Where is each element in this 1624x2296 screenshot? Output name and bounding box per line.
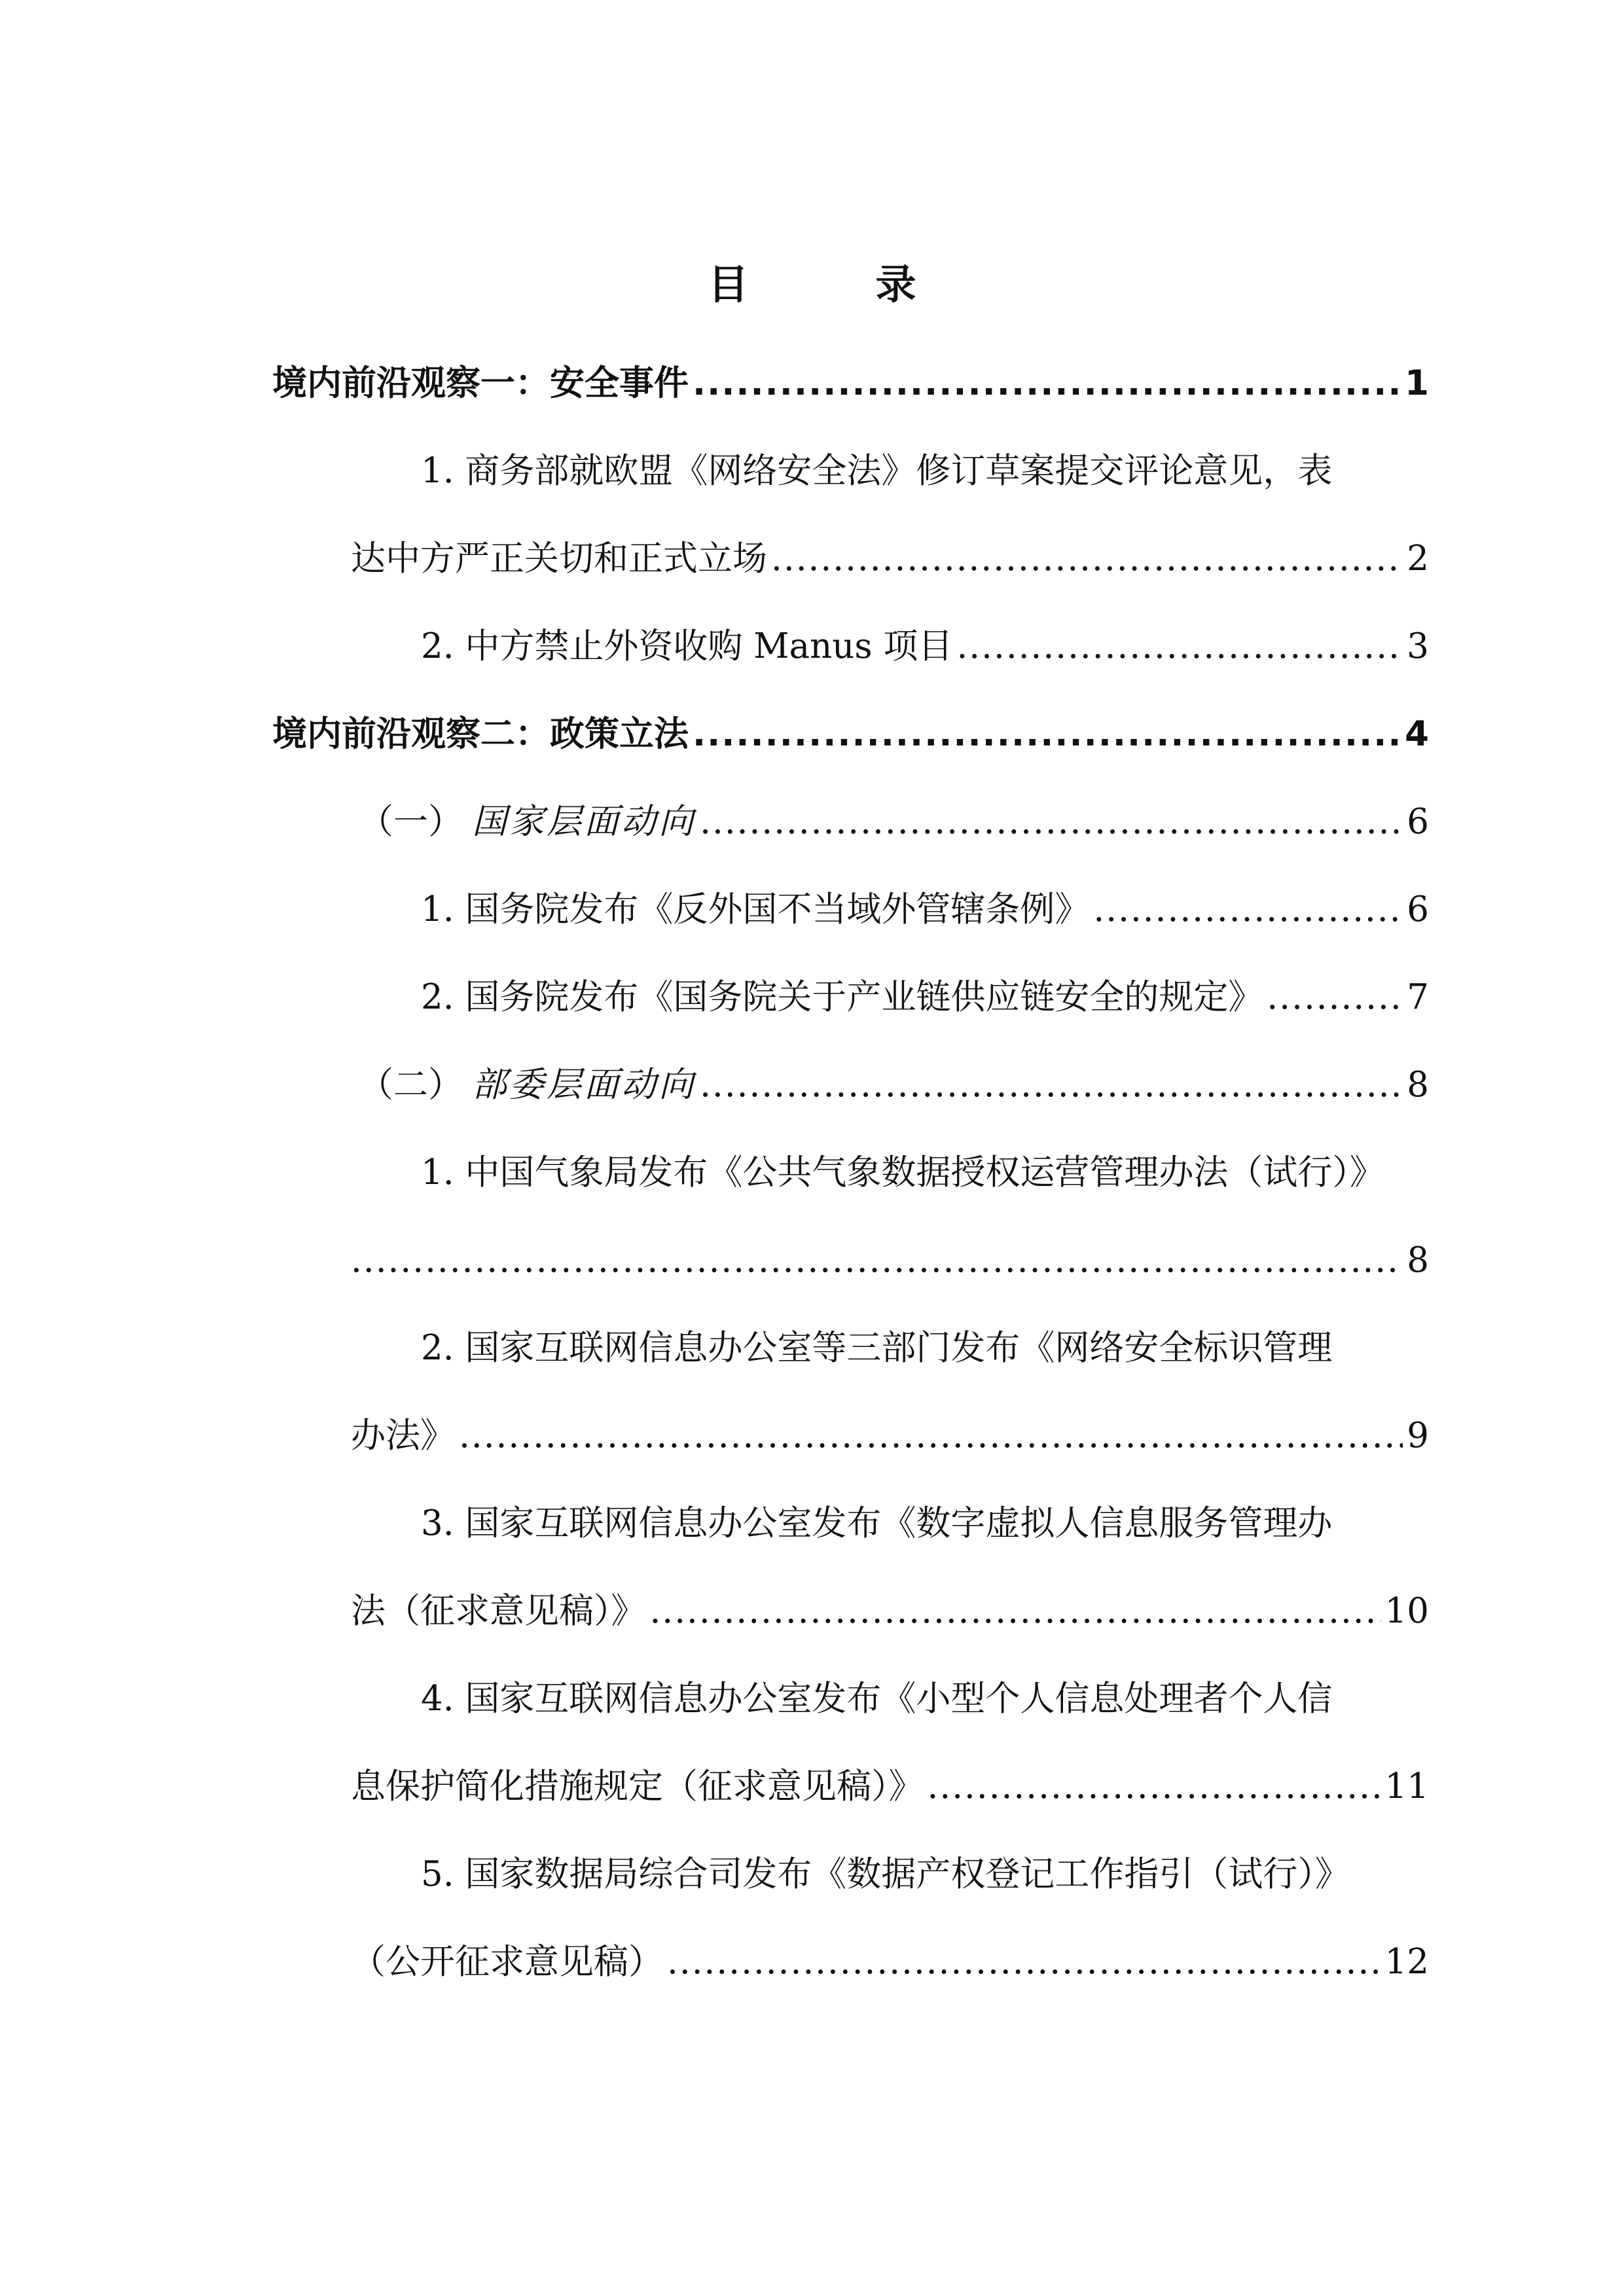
toc-page-number: 6 [1407,802,1429,842]
toc-entry-label: 1. 中国气象局发布《公共气象数据授权运营管理办法（试行）》 [421,1153,1384,1193]
toc-entry-label: 4. 国家互联网信息办公室发布《小型个人信息处理者个人信 [421,1679,1333,1719]
toc-page-number: 9 [1407,1416,1429,1456]
toc-entry-label: 境内前沿观察二：政策立法 [272,714,689,754]
toc-page-number: 4 [1405,714,1429,754]
toc-leader-dots [1267,974,1403,1021]
toc-entry-item[interactable] [421,974,1429,1021]
toc-leader-dots [351,1237,1403,1284]
toc-page-number: 11 [1384,1767,1429,1806]
toc-entry-label: 2. 国务院发布《国务院关于产业链供应链安全的规定》 [421,977,1263,1017]
toc-leader-dots [700,1062,1403,1109]
toc-entry-label: 办法》 [351,1416,455,1456]
toc-entry-prefix: （一） [359,802,463,842]
toc-entry-label: 1. 国务院发布《反外国不当域外管辖条例》 [421,889,1090,929]
toc-entry-section-2[interactable] [272,711,1429,758]
toc-entry-item-line1[interactable] [421,1500,1429,1547]
toc-entry-subsection[interactable] [359,1062,1429,1109]
toc-entry-item-line2[interactable] [351,1412,1429,1460]
toc-entry-label: 部委层面动向 [472,1065,696,1105]
toc-entry-item-line2[interactable] [351,1939,1429,1986]
toc-leader-dots [928,1763,1381,1810]
toc-leader-dots [667,1939,1381,1986]
toc-entry-label: 2. 国家互联网信息办公室等三部门发布《网络安全标识管理 [421,1328,1333,1368]
toc-page-number: 8 [1407,1065,1429,1105]
toc-page-number: 7 [1407,977,1429,1017]
toc-leader-dots [459,1412,1403,1460]
toc-entry-label: 法（征求意见稿）》 [351,1591,646,1631]
toc-entry-label: 息保护简化措施规定（征求意见稿）》 [351,1767,924,1806]
toc-entry-label: 2. 中方禁止外资收购 Manus 项目 [421,626,953,666]
toc-leader-dots [650,1588,1381,1635]
toc-leader-dots [771,535,1403,583]
toc-entry-label: 3. 国家互联网信息办公室发布《数字虚拟人信息服务管理办 [421,1503,1333,1543]
toc-leader-dots [956,623,1403,670]
toc-entry-item-line1[interactable] [421,1149,1429,1196]
toc-page-number: 2 [1407,539,1429,579]
toc-entry-item-line1[interactable] [421,1325,1429,1372]
toc-entry-item[interactable] [421,623,1429,670]
toc-page-number: 8 [1407,1240,1429,1280]
toc-page-number: 6 [1407,889,1429,929]
toc-leader-dots [693,711,1401,758]
toc-title: 目 录 [708,260,960,308]
toc-entry-subsection[interactable] [359,798,1429,846]
toc-entry-label: 国家层面动向 [472,802,696,842]
toc-entry-item-line2[interactable] [351,1237,1429,1284]
toc-entry-item-line1[interactable] [421,448,1429,495]
toc-entry-prefix: （二） [359,1065,463,1105]
toc-entry-item[interactable] [421,886,1429,933]
toc-entry-item-line2[interactable] [351,1588,1429,1635]
toc-entry-item-line2[interactable] [351,1763,1429,1810]
toc-entry-label: 达中方严正关切和正式立场 [351,539,767,579]
toc-entry-item-line1[interactable] [421,1851,1429,1898]
toc-entry-item-line2[interactable] [351,535,1429,583]
toc-leader-dots [700,798,1403,846]
toc-entry-label: 1. 商务部就欧盟《网络安全法》修订草案提交评论意见，表 [421,451,1333,491]
toc-entry-label: （公开征求意见稿） [351,1942,663,1982]
toc-entry-item-line1[interactable] [421,1676,1429,1723]
toc-entry-section-1[interactable] [272,360,1429,407]
toc-page-number: 12 [1384,1942,1429,1982]
toc-leader-dots [1093,886,1403,933]
toc-page-number: 3 [1407,626,1429,666]
toc-leader-dots [693,360,1401,407]
toc-page-number: 10 [1384,1591,1429,1631]
toc-entry-label: 5. 国家数据局综合司发布《数据产权登记工作指引（试行）》 [421,1854,1350,1894]
toc-page-number: 1 [1405,363,1429,403]
toc-entry-label: 境内前沿观察一：安全事件 [272,363,689,403]
